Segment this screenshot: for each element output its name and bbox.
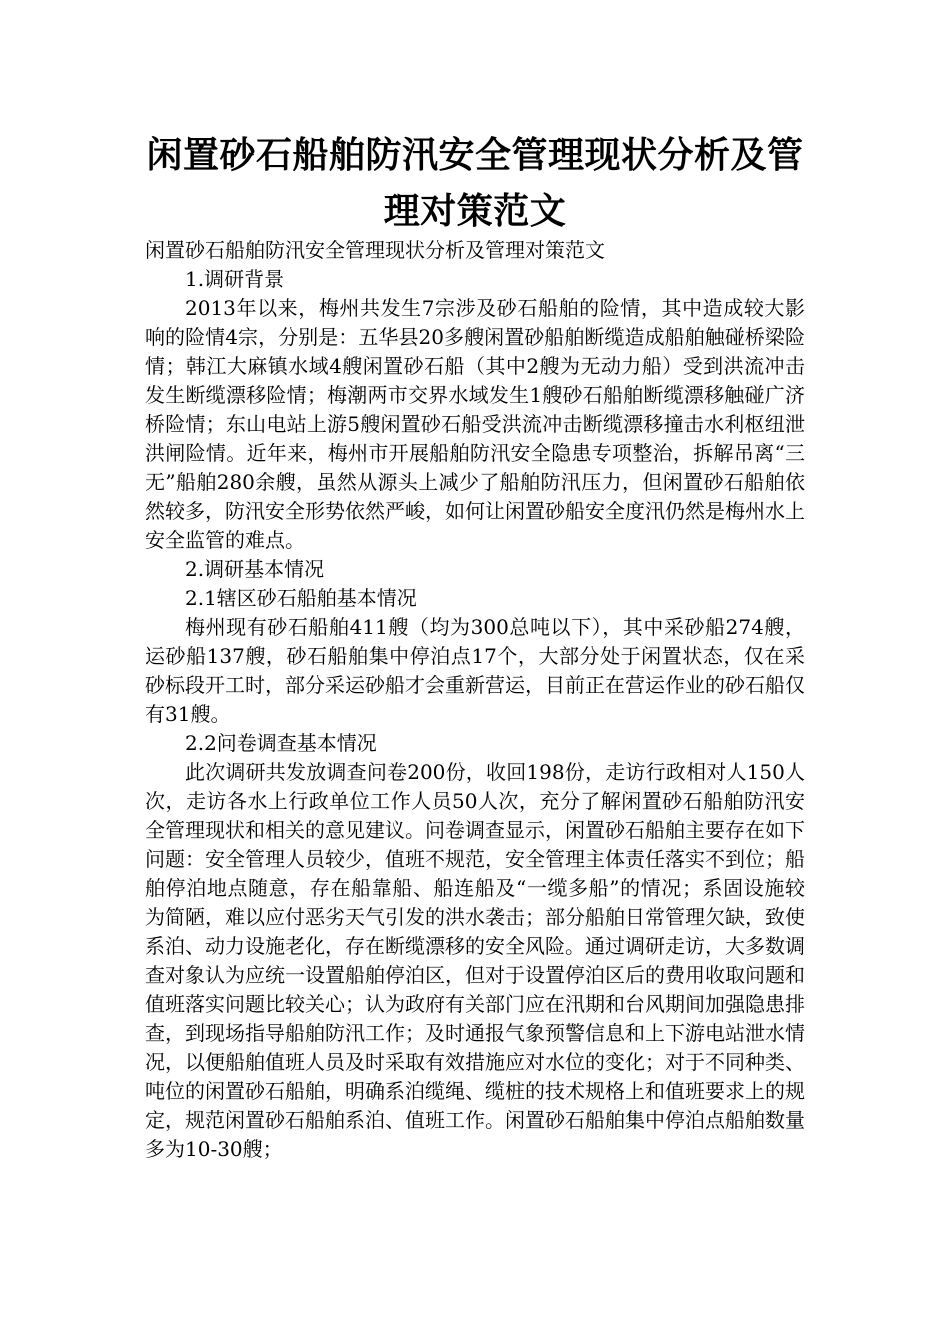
subsection-heading-survey: 2.2问卷调查基本情况 [185,731,377,755]
document-subtitle: 闲置砂石船舶防汛安全管理现状分析及管理对策范文 [145,238,605,262]
paragraph-background: 2013年以来，梅州共发生7宗涉及砂石船舶的险情，其中造成较大影响的险情4宗，分别是：五华县20多艘闲置砂船舶断缆造成船舶触碰桥梁险情；韩江大麻镇水域4艘闲置砂石船（其中2艘为无动力船）受到洪流冲击发生断缆漂移险情；梅潮两市交界水域发生1艘砂石船舶断缆漂移触碰广济桥险情；东山电站上游5艘闲置砂石船受洪流冲击断缆漂移撞击水利枢纽泄洪闸险情。近年来，梅州市开展船舶防汛安全隐患专项整治，拆解吊离“三无”船舶280余艘，虽然从源头上减少了船舶防汛压力，但闲置砂石船舶依然较多，防汛安全形势依然严峻，如何让闲置砂船安全度汛仍然是梅州水上安全监管的难点。 [145,296,805,552]
title-line-2: 理对策范文 [383,191,567,232]
title-line-1: 闲置砂石船舶防汛安全管理现状分析及管 [146,135,804,176]
document-page [145,128,805,1164]
section-heading-basic-situation: 2.调研基本情况 [185,557,325,581]
document-title [145,128,805,240]
paragraph-ships: 梅州现有砂石船舶411艘（均为300总吨以下），其中采砂船274艘，运砂船137艘，砂石船舶集中停泊点17个，大部分处于闲置状态，仅在采砂标段开工时，部分采运砂船才会重新营运，目前正在营运作业的砂石船仅有31艘。 [145,615,805,726]
subsection-heading-ships: 2.1辖区砂石船舶基本情况 [185,586,417,610]
paragraph-survey: 此次调研共发放调查问卷200份，收回198份，走访行政相对人150人次，走访各水上行政单位工作人员50人次，充分了解闲置砂石船舶防汛安全管理现状和相关的意见建议。问卷调查显示，闲置砂石船舶主要存在如下问题：安全管理人员较少，值班不规范，安全管理主体责任落实不到位；船舶停泊地点随意，存在船靠船、船连船及“一缆多船”的情况；系固设施较为简陋，难以应付恶劣天气引发的洪水袭击；部分船舶日常管理欠缺，致使系泊、动力设施老化，存在断缆漂移的安全风险。通过调研走访，大多数调查对象认为应统一设置船舶停泊区，但对于设置停泊区后的费用收取问题和值班落实问题比较关心；认为政府有关部门应在汛期和台风期间加强隐患排查，到现场指导船舶防汛工作；及时通报气象预警信息和上下游电站泄水情况，以便船舶值班人员及时采取有效措施应对水位的变化；对于不同种类、吨位的闲置砂石船舶，明确系泊缆绳、缆桩的技术规格上和值班要求上的规定，规范闲置砂石船舶系泊、值班工作。闲置砂石船舶集中停泊点船舶数量多为10-30艘； [145,760,805,1161]
section-heading-background: 1.调研背景 [185,267,285,291]
